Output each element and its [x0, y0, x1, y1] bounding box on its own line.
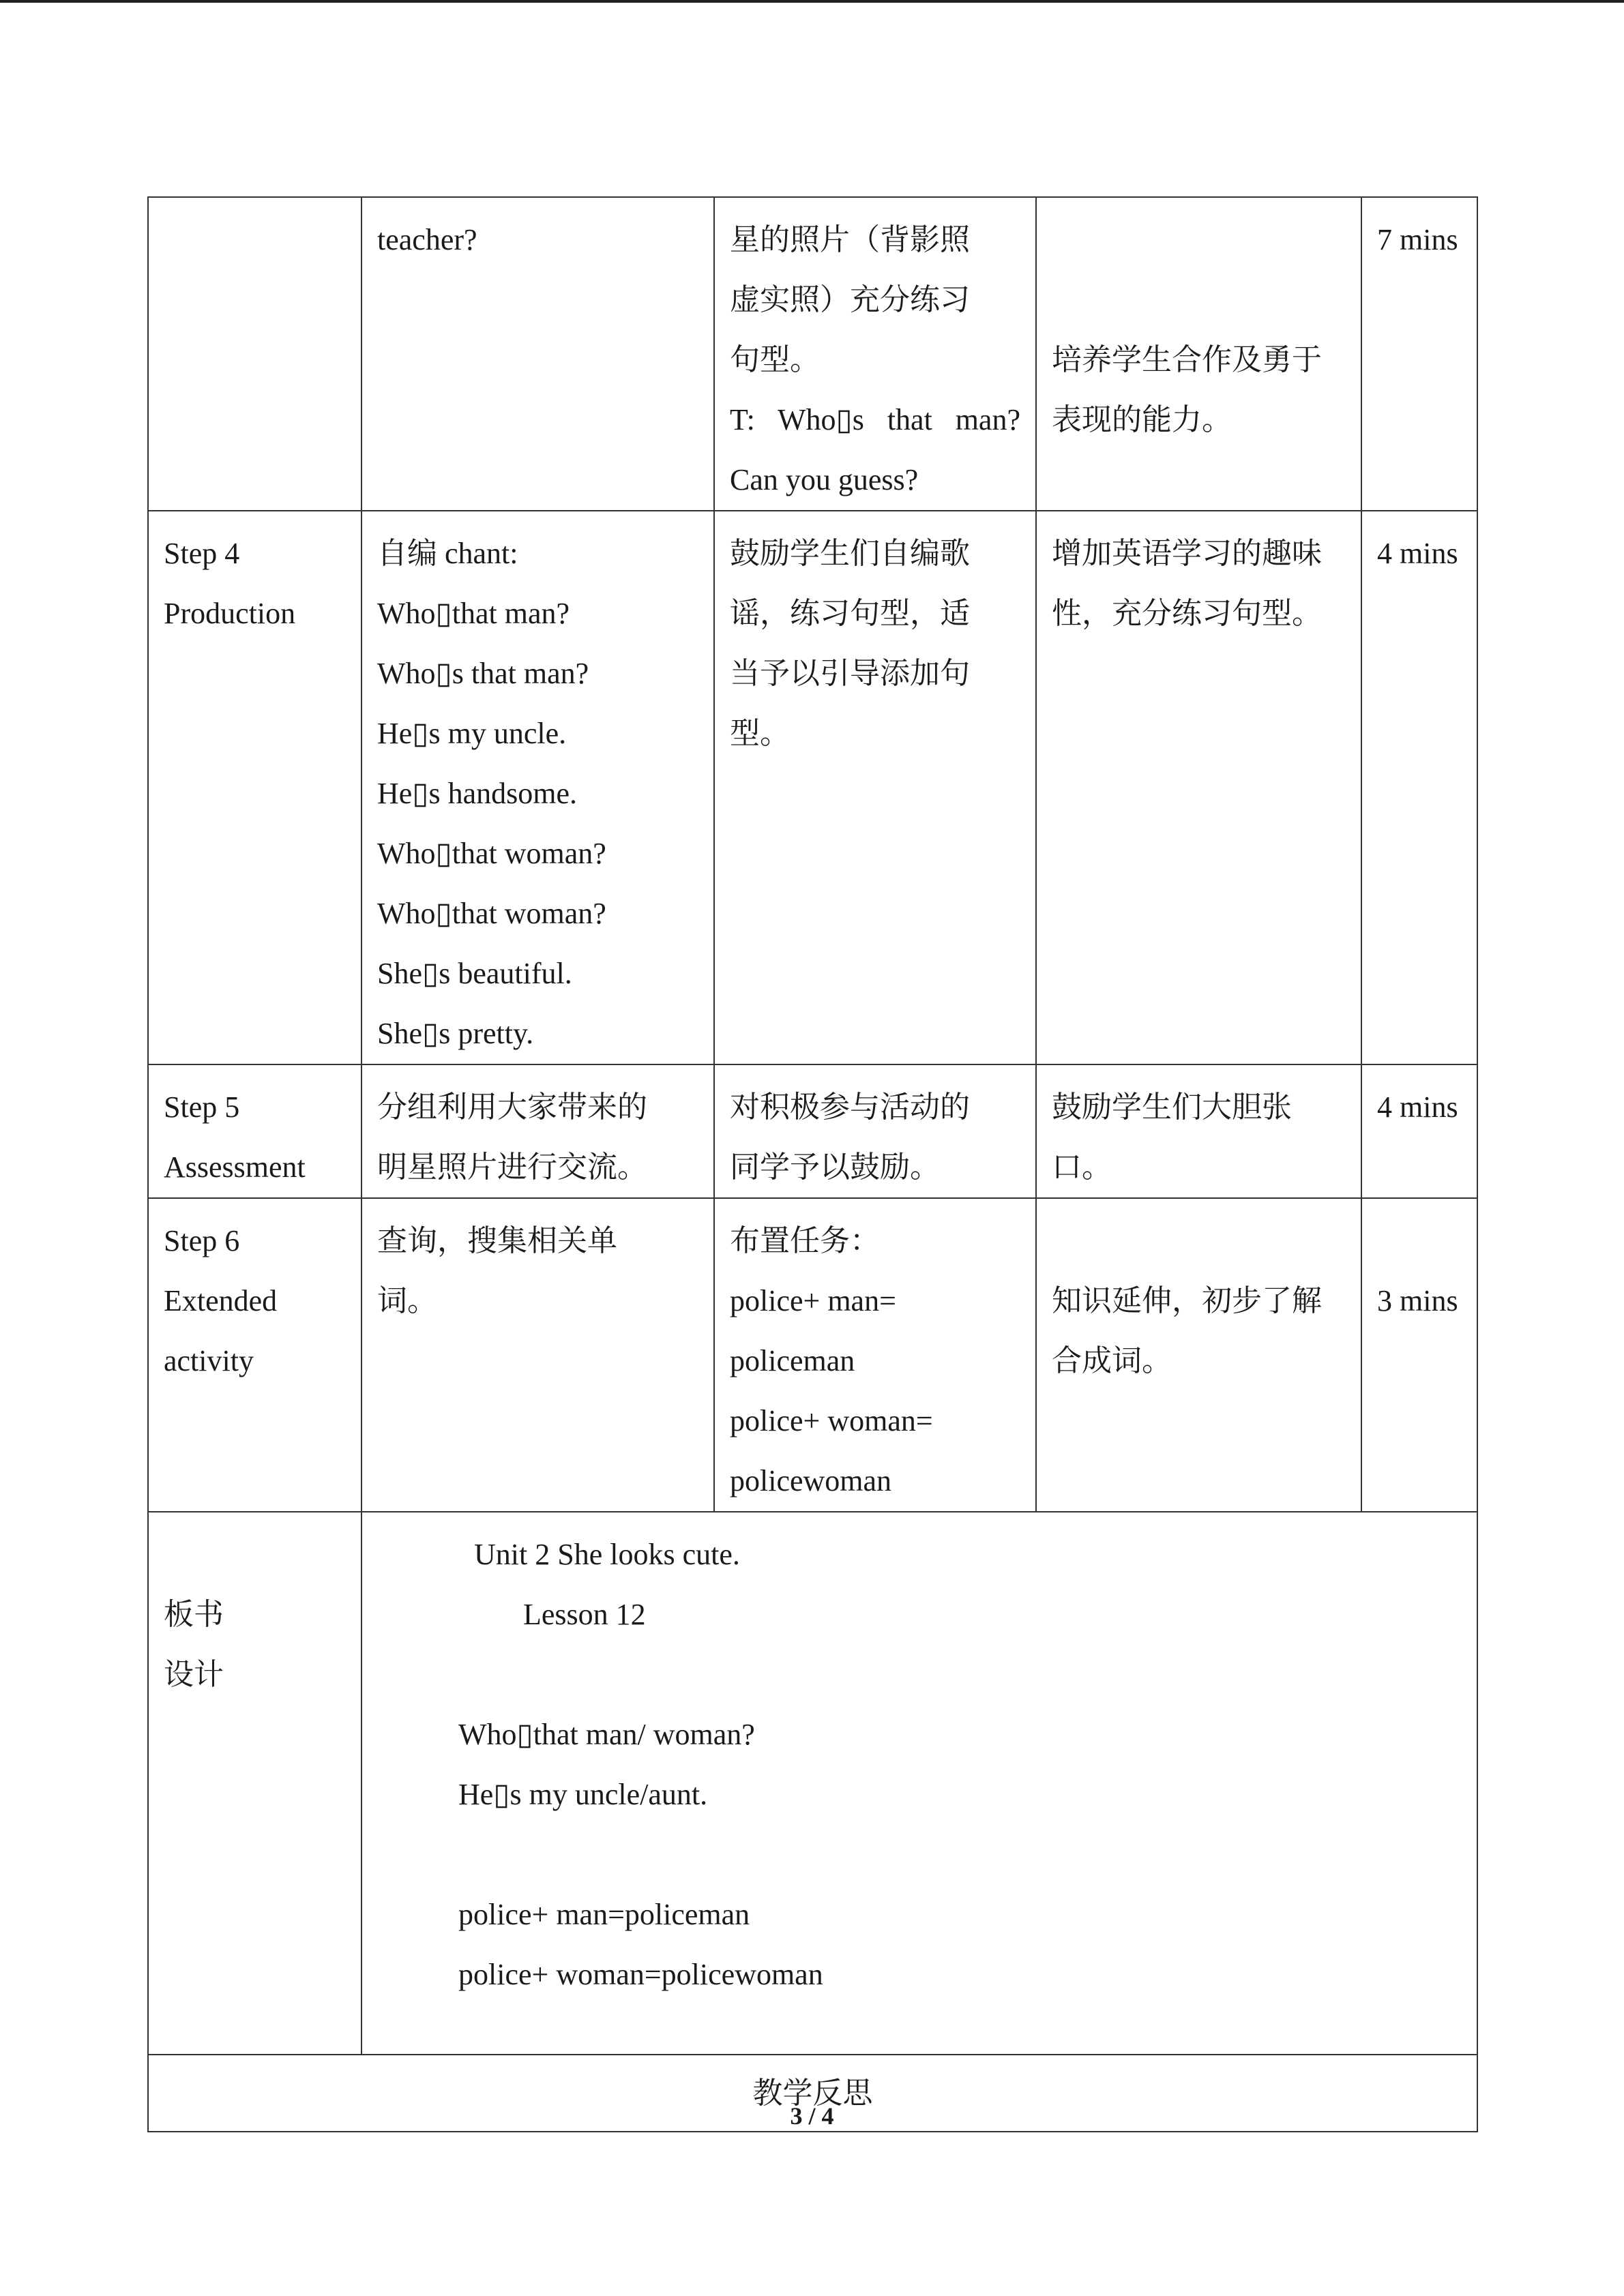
board-label-cell: 板书 设计 — [148, 1512, 361, 2055]
time-cell: 4 mins — [1361, 511, 1477, 1064]
step-cell: Step 5 Assessment — [148, 1064, 361, 1198]
teacher-activity-cell: 对积极参与活动的 同学予以鼓励。 — [714, 1064, 1036, 1198]
table-row — [148, 1198, 1477, 1512]
board-title: Unit 2 She looks cute. — [474, 1538, 740, 1571]
table-row — [148, 511, 1477, 1064]
content-cell: teacher? — [361, 197, 714, 511]
content-cell: 查询，搜集相关单 词。 — [361, 1198, 714, 1512]
purpose-cell: 鼓励学生们大胆张 口。 — [1036, 1064, 1361, 1198]
board-sentence: Who▯that man/ woman? — [458, 1718, 755, 1751]
teacher-activity-cell: 鼓励学生们自编歌 谣，练习句型，适 当予以引导添加句 型。 — [714, 511, 1036, 1064]
step-cell — [148, 197, 361, 511]
table-row — [148, 197, 1477, 511]
time-cell: 3 mins — [1361, 1198, 1477, 1512]
purpose-cell: 增加英语学习的趣味 性，充分练习句型。 — [1036, 511, 1361, 1064]
purpose-cell: 知识延伸，初步了解 合成词。 — [1036, 1198, 1361, 1512]
reflection-heading: 教学反思 — [148, 2055, 1477, 2132]
board-sentence: He▯s my uncle/aunt. — [458, 1778, 708, 1811]
teacher-activity-cell: 布置任务： police+ man= policeman police+ woman= policewoman — [714, 1198, 1036, 1512]
board-design-cell — [361, 1512, 1477, 2055]
page-number: 3 / 4 — [790, 2102, 834, 2130]
step-cell: Step 4 Production — [148, 511, 361, 1064]
step-cell: Step 6 Extended activity — [148, 1198, 361, 1512]
purpose-cell: 培养学生合作及勇于 表现的能力。 — [1036, 197, 1361, 511]
board-lesson: Lesson 12 — [523, 1598, 646, 1631]
board-compound-word: police+ woman=policewoman — [458, 1958, 823, 1991]
top-border-line — [0, 0, 1624, 3]
teacher-activity-cell: 星的照片（背影照 虚实照）充分练习 句型。 T: Who▯s that man? Can you guess? — [714, 197, 1036, 511]
content-cell: 自编 chant: Who▯that man? Who▯s that man? He▯s my uncle. He▯s handsome. Who▯that woman? Who▯that woman? She▯s beautiful. She▯s pretty. — [361, 511, 714, 1064]
time-cell: 4 mins — [1361, 1064, 1477, 1198]
table-row — [148, 1064, 1477, 1198]
board-compound-word: police+ man=policeman — [458, 1898, 750, 1931]
time-cell: 7 mins — [1361, 197, 1477, 511]
table-row — [148, 1512, 1477, 2055]
lesson-plan-table — [147, 196, 1478, 2132]
content-cell: 分组利用大家带来的 明星照片进行交流。 — [361, 1064, 714, 1198]
